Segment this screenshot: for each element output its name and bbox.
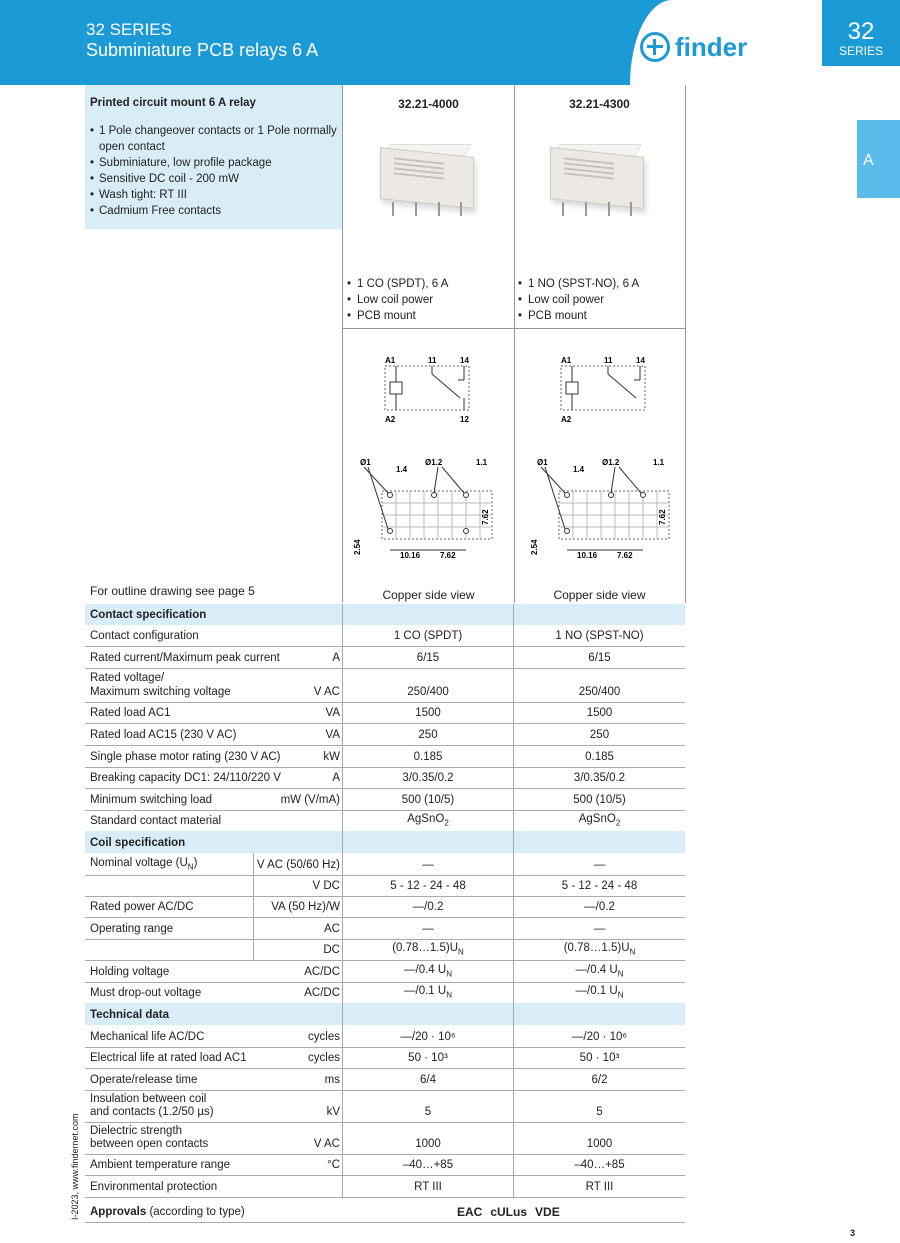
pcb-layout-diagram [350, 455, 500, 567]
svg-text:Ø1: Ø1 [537, 458, 548, 467]
product-bullet: • Low coil power [518, 292, 686, 308]
wiring-diagram [556, 352, 651, 427]
section-tab[interactable] [857, 120, 900, 198]
svg-text:1.4: 1.4 [573, 465, 585, 474]
section-tab-label: A [863, 152, 874, 169]
feature-item: • Subminiature, low profile package [85, 155, 339, 171]
series-number: 32 [847, 18, 875, 45]
product-code: 32.21-4300 [569, 97, 630, 111]
svg-text:7.62: 7.62 [440, 551, 456, 560]
vde-mark-icon: VDE [535, 1205, 560, 1219]
svg-text:2.54: 2.54 [530, 539, 539, 555]
pin-label: 14 [636, 356, 645, 365]
page-number: 3 [850, 1228, 856, 1238]
column-divider [342, 85, 343, 603]
product-bullets [518, 276, 686, 324]
pin-label: A1 [385, 356, 396, 365]
table-row: Rated voltage/ Maximum switching voltage V AC 250/400 250/400 [85, 668, 685, 703]
feature-item: • Wash tight: RT III [85, 187, 339, 203]
page-title: Subminiature PCB relays 6 A [86, 40, 319, 60]
features-box [85, 85, 342, 229]
svg-text:7.62: 7.62 [658, 509, 667, 525]
table-row: Rated load AC15 (230 V AC) VA 250 250 [85, 723, 685, 746]
table-row: Must drop-out voltage AC/DC —/0.1 $U_N$ —/0.1 $U_N$ [85, 982, 685, 1004]
feature-item: • Sensitive DC coil - 200 mW [85, 171, 339, 187]
table-row: Mechanical life AC/DC cycles —/20 · 10⁶ —/20 · 10⁶ [85, 1025, 685, 1048]
section-header: Technical data [85, 1003, 685, 1025]
svg-text:Ø1: Ø1 [360, 458, 371, 467]
series-badge [822, 0, 900, 66]
table-row: Rated power AC/DC VA (50 Hz)/W —/0.2 —/0.2 [85, 896, 685, 918]
product-bullet: • PCB mount [518, 308, 686, 324]
series-label: SERIES [838, 44, 883, 58]
ul-mark-icon: cULus [490, 1205, 528, 1219]
outline-note: For outline drawing see page 5 [90, 584, 255, 598]
product-bullet: • 1 NO (SPST-NO), 6 A [518, 276, 686, 292]
section-header: Contact specification [85, 604, 685, 625]
table-row: Operating range AC — — [85, 917, 685, 940]
pin-label: A1 [561, 356, 572, 365]
pin-label: 14 [460, 356, 469, 365]
svg-text:Ø1.2: Ø1.2 [425, 458, 443, 467]
features-list [85, 123, 339, 219]
series-title: 32 SERIES [86, 20, 172, 39]
svg-text:10.16: 10.16 [400, 551, 421, 560]
table-row: Standard contact material AgSnO$_2$ AgSnO$_2$ [85, 810, 685, 832]
features-heading: Printed circuit mount 6 A relay [90, 97, 256, 109]
table-row: Operate/release time ms 6/4 6/2 [85, 1068, 685, 1091]
pin-label: 12 [460, 415, 469, 424]
product-bullet: • Low coil power [347, 292, 515, 308]
finder-logo-icon [640, 32, 670, 62]
column-divider [685, 85, 686, 603]
table-row: Ambient temperature range °C –40…+85 –40…+85 [85, 1154, 685, 1176]
svg-text:7.62: 7.62 [481, 509, 490, 525]
pin-label: A2 [385, 415, 396, 424]
table-row: Insulation between coil and contacts (1.2/50 µs) kV 5 5 [85, 1090, 685, 1123]
row-divider [342, 328, 686, 329]
feature-item: • 1 Pole changeover contacts or 1 Pole normally open contact [85, 123, 339, 155]
approval-marks [457, 1205, 560, 1219]
table-row: Single phase motor rating (230 V AC) kW 0.185 0.185 [85, 745, 685, 768]
table-row: Minimum switching load mW (V/mA) 500 (10/5) 500 (10/5) [85, 788, 685, 811]
diagram-caption: Copper side view [382, 588, 475, 602]
table-row: DC $(0.78\dots 1.5)U_N$ $(0.78\dots 1.5)U_N$ [85, 939, 685, 961]
product-bullet: • PCB mount [347, 308, 515, 324]
svg-text:1.1: 1.1 [653, 458, 665, 467]
section-header: Coil specification [85, 831, 685, 853]
approvals-row: Approvals (according to type) EAC cULus VDE [85, 1197, 685, 1223]
pin-label: 11 [604, 356, 613, 365]
product-code: 32.21-4000 [398, 97, 459, 111]
table-row: Dielectric strength between open contacts V AC 1000 1000 [85, 1122, 685, 1155]
product-bullet: • 1 CO (SPDT), 6 A [347, 276, 515, 292]
eac-mark-icon: EAC [457, 1205, 483, 1219]
pin-label: 11 [428, 356, 437, 365]
table-row: Environmental protection RT III RT III [85, 1175, 685, 1198]
relay-photo [550, 140, 642, 220]
table-row: Rated load AC1 VA 1500 1500 [85, 702, 685, 724]
pin-label: A2 [561, 415, 572, 424]
svg-text:Ø1.2: Ø1.2 [602, 458, 620, 467]
footer-side-text: I-2023, www.findernet.com [70, 1113, 80, 1220]
svg-text:1.1: 1.1 [476, 458, 488, 467]
column-divider [514, 85, 515, 603]
diagram-caption: Copper side view [553, 588, 646, 602]
svg-text:2.54: 2.54 [353, 539, 362, 555]
table-row: V DC 5 - 12 - 24 - 48 5 - 12 - 24 - 48 [85, 875, 685, 897]
product-bullets [347, 276, 515, 324]
wiring-diagram [380, 352, 475, 427]
table-row: Nominal voltage $(U_N)$ V AC (50/60 Hz) — — [85, 853, 685, 876]
table-row: Contact configuration 1 CO (SPDT) 1 NO (SPST-NO) [85, 625, 685, 647]
feature-item: • Cadmium Free contacts [85, 203, 339, 219]
brand-name: finder [675, 32, 748, 62]
relay-photo [380, 140, 472, 220]
pcb-layout-diagram [527, 455, 677, 567]
svg-text:10.16: 10.16 [577, 551, 598, 560]
table-row: Electrical life at rated load AC1 cycles 50 · 10³ 50 · 10³ [85, 1047, 685, 1069]
svg-text:1.4: 1.4 [396, 465, 408, 474]
svg-text:7.62: 7.62 [617, 551, 633, 560]
table-row: Holding voltage AC/DC —/0.4 $U_N$ —/0.4 $U_N$ [85, 960, 685, 983]
table-row: Breaking capacity DC1: 24/110/220 V A 3/0.35/0.2 3/0.35/0.2 [85, 767, 685, 789]
table-row: Rated current/Maximum peak current A 6/15 6/15 [85, 646, 685, 669]
